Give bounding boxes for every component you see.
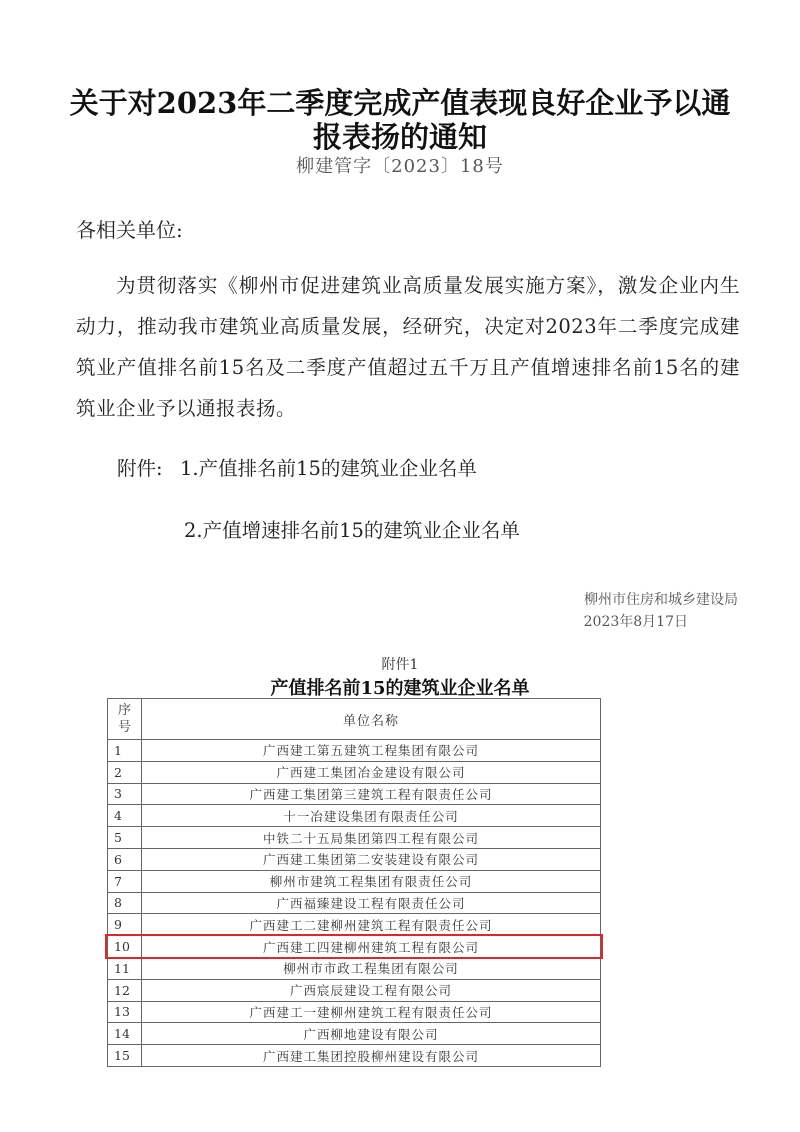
company-name: 十一冶建设集团有限责任公司 xyxy=(142,805,601,827)
company-name: 广西宸辰建设工程有限公司 xyxy=(142,979,601,1001)
row-number: 11 xyxy=(108,957,142,979)
attachments-prefix: 附件: xyxy=(117,457,163,480)
table-row xyxy=(108,892,601,914)
table-header-row xyxy=(108,699,601,740)
row-number: 14 xyxy=(108,1023,142,1045)
company-ranking-table xyxy=(107,698,601,1067)
signature-date: 2023年8月17日 xyxy=(583,614,688,630)
header-name: 单位名称 xyxy=(142,699,601,740)
row-number: 10 xyxy=(108,936,142,958)
table-row xyxy=(108,761,601,783)
table-row xyxy=(108,740,601,762)
annex-title: 产值排名前15的建筑业企业名单 xyxy=(270,678,530,699)
signature-org: 柳州市住房和城乡建设局 xyxy=(584,592,738,608)
company-name: 广西建工集团第三建筑工程有限责任公司 xyxy=(142,783,601,805)
row-number: 7 xyxy=(108,870,142,892)
notice-title: 关于对2023年二季度完成产值表现良好企业予以通报表扬的通知 xyxy=(69,86,731,154)
annex-label: 附件1 xyxy=(381,657,419,673)
company-name: 广西建工第五建筑工程集团有限公司 xyxy=(142,740,601,762)
row-number: 12 xyxy=(108,979,142,1001)
table-row xyxy=(108,870,601,892)
table-row xyxy=(108,1045,601,1067)
company-name: 中铁二十五局集团第四工程有限公司 xyxy=(142,827,601,849)
row-number: 9 xyxy=(108,914,142,936)
notice-body: 为贯彻落实《柳州市促进建筑业高质量发展实施方案》，激发企业内生动力，推动我市建筑业高质量发展，经研究，决定对2023年二季度完成建筑业产值排名前15名及二季度产值超过五千万且产值增速排名前15名的建筑业企业予以通报表扬。 xyxy=(76,274,740,420)
row-number: 2 xyxy=(108,761,142,783)
company-name: 广西建工四建柳州建筑工程有限公司 xyxy=(142,936,601,958)
table-row xyxy=(108,979,601,1001)
company-name: 柳州市建筑工程集团有限责任公司 xyxy=(142,870,601,892)
row-number: 3 xyxy=(108,783,142,805)
company-name: 广西建工一建柳州建筑工程有限责任公司 xyxy=(142,1001,601,1023)
row-number: 13 xyxy=(108,1001,142,1023)
company-name: 广西建工集团冶金建设有限公司 xyxy=(142,761,601,783)
table-row xyxy=(108,805,601,827)
table-row xyxy=(108,936,601,958)
row-number: 4 xyxy=(108,805,142,827)
company-name: 柳州市市政工程集团有限公司 xyxy=(142,957,601,979)
company-name: 广西柳地建设有限公司 xyxy=(142,1023,601,1045)
row-number: 1 xyxy=(108,740,142,762)
table-row xyxy=(108,914,601,936)
document-number: 柳建管字〔2023〕18号 xyxy=(296,156,504,177)
table-row xyxy=(108,957,601,979)
row-number: 8 xyxy=(108,892,142,914)
attachment-1: 1.产值排名前15的建筑业企业名单 xyxy=(180,457,477,480)
table-row xyxy=(108,1023,601,1045)
company-name: 广西建工集团控股柳州建设有限公司 xyxy=(142,1045,601,1067)
company-name: 广西建工集团第二安装建设有限公司 xyxy=(142,848,601,870)
row-number: 6 xyxy=(108,848,142,870)
table-row xyxy=(108,827,601,849)
attachment-2: 2.产值增速排名前15的建筑业企业名单 xyxy=(184,519,520,542)
row-number: 15 xyxy=(108,1045,142,1067)
header-no: 序号 xyxy=(108,699,142,740)
table-row xyxy=(108,783,601,805)
company-name: 广西福臻建设工程有限责任公司 xyxy=(142,892,601,914)
company-name: 广西建工二建柳州建筑工程有限责任公司 xyxy=(142,914,601,936)
row-number: 5 xyxy=(108,827,142,849)
table-row xyxy=(108,848,601,870)
table-row xyxy=(108,1001,601,1023)
salutation: 各相关单位: xyxy=(76,218,183,242)
